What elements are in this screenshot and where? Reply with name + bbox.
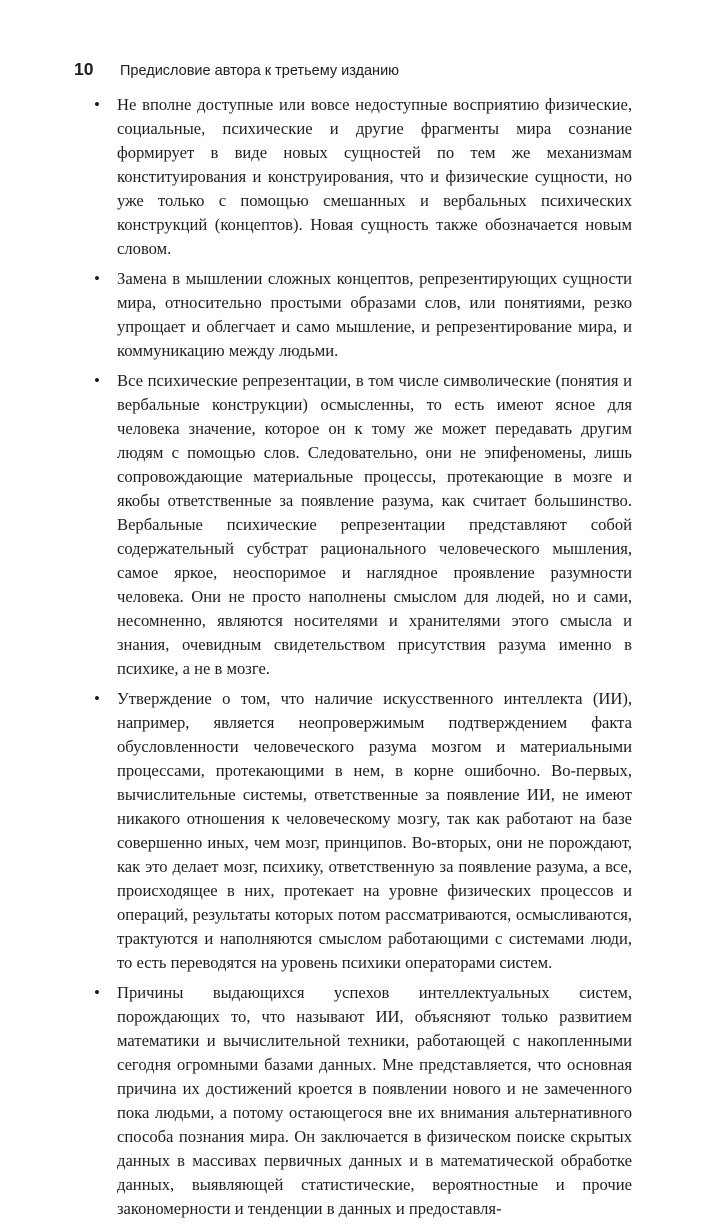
bullet-item xyxy=(94,687,632,975)
running-title: Предисловие автора к третьему изданию xyxy=(120,63,400,79)
bullet-text: Все психические репрезентации, в том числе символические (понятия и вербальные конструкции) осмысленны, то есть имеют ясное для человека значение, которое он к тому же может передавать другим людям с помощью слов. Следовательно, они не эпифеномены, лишь сопровождающие материальные процессы, протекающие в мозге и якобы ответственные за появление разума, как считает большинство. Вербальные психические репрезентации представляют собой содержательный субстрат рационального человеческого мышления, самое яркое, неоспоримое и наглядное проявление разумности человека. Они не просто наполнены смыслом для людей, но и сами, несомненно, являются носителями и хранителями этого смысла и знания, очевидным свидетельством присутствия разума именно в психике, а не в мозге. xyxy=(117,371,632,678)
bullet-icon: • xyxy=(94,689,100,708)
page-header xyxy=(74,59,399,81)
bullet-icon: • xyxy=(94,95,100,114)
bullet-icon: • xyxy=(94,983,100,1002)
bullet-item xyxy=(94,267,632,363)
bullet-icon: • xyxy=(94,371,100,390)
page-number: 10 xyxy=(74,59,94,79)
bullet-text: Замена в мышлении сложных концептов, репрезентирующих сущности мира, относительно простыми образами слов, или понятиями, резко упрощает и облегчает и само мышление, и репрезентирование мира, и коммуникацию между людьми. xyxy=(117,269,632,360)
bullet-text: Утверждение о том, что наличие искусственного интеллекта (ИИ), например, является неопровержимым подтверждением факта обусловленности человеческого разума мозгом и материальными процессами, протекающими в нем, в корне ошибочно. Во-первых, вычислительные системы, ответственные за появление ИИ, не имеют никакого отношения к человеческому мозгу, так как работают на базе совершенно иных, чем мозг, принципов. Во-вторых, они не порождают, как это делает мозг, психику, ответственную за появление разума, а все, происходящее в них, протекает на уровне физических процессов и операций, результаты которых потом рассматриваются, осмысливаются, трактуются и наполняются смыслом работающими с системами люди, то есть переводятся на уровень психики операторами систем. xyxy=(117,689,632,972)
bullet-item xyxy=(94,93,632,261)
bullet-list xyxy=(94,93,632,1227)
bullet-item xyxy=(94,369,632,681)
bullet-item xyxy=(94,981,632,1221)
bullet-icon: • xyxy=(94,269,100,288)
bullet-text: Не вполне доступные или вовсе недоступные восприятию физические, социальные, психические и другие фрагменты мира сознание формирует в виде новых сущностей по тем же механизмам конституирования и конструирования, что и физические сущности, но уже только с помощью смешанных и вербальных психических конструкций (концептов). Новая сущность также обозначается новым словом. xyxy=(117,95,632,258)
bullet-text: Причины выдающихся успехов интеллектуальных систем, порождающих то, что называют ИИ, объясняют только развитием математики и вычислительной техники, работающей с накопленными сегодня огромными базами данных. Мне представляется, что основная причина их достижений кроется в появлении нового и не замеченного пока людьми, а потому остающегося вне их внимания альтернативного способа познания мира. Он заключается в физическом поиске скрытых данных в массивах первичных данных и в математической обработке данных, выявляющей статистические, вероятностные и прочие закономерности и тенденции в данных и предоставля- xyxy=(117,983,632,1218)
